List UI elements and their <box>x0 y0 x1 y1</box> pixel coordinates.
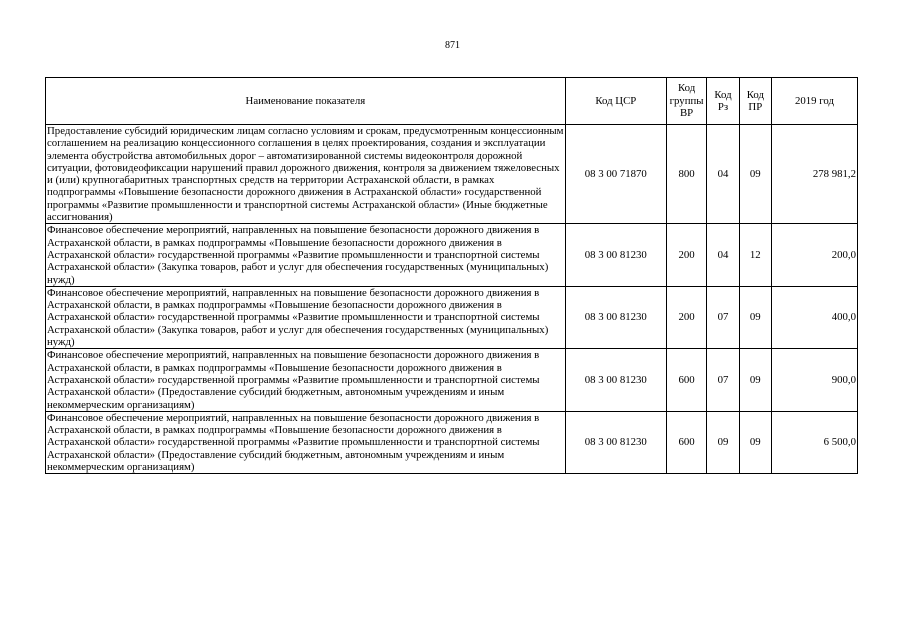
row-indicator-name: Финансовое обеспечение мероприятий, направленных на повышение безопасности дорожного движения в Астраханской области, в рамках подпрограммы «Повышение безопасности дорожного движения в Астраханской области» государственной программы «Развитие промышленности и транспортной системы Астраханской области» (Закупка товаров, работ и услуг для обеспечения государственных (муниципальных) нужд) <box>46 286 566 348</box>
row-amount: 6 500,0 <box>771 411 857 473</box>
row-rz-code: 07 <box>707 349 739 411</box>
row-indicator-name: Финансовое обеспечение мероприятий, направленных на повышение безопасности дорожного движения в Астраханской области, в рамках подпрограммы «Повышение безопасности дорожного движения в Астраханской области» государственной программы «Развитие промышленности и транспортной системы Астраханской области» (Предоставление субсидий бюджетным, автономным учреждениям и иным некоммерческим организациям) <box>46 349 566 411</box>
row-rz-code: 07 <box>707 286 739 348</box>
table-row <box>46 411 858 473</box>
page-number: 871 <box>445 40 460 51</box>
row-vr-code: 200 <box>666 224 706 286</box>
row-rz-code: 09 <box>707 411 739 473</box>
row-csr-code: 08 3 00 71870 <box>565 125 666 224</box>
header-indicator-name: Наименование показателя <box>46 78 566 125</box>
table-row <box>46 286 858 348</box>
row-amount: 900,0 <box>771 349 857 411</box>
table-row <box>46 125 858 224</box>
row-rz-code: 04 <box>707 125 739 224</box>
row-pr-code: 09 <box>739 125 771 224</box>
header-year-2019: 2019 год <box>771 78 857 125</box>
row-vr-code: 600 <box>666 349 706 411</box>
header-vr-group-code: Код группы ВР <box>666 78 706 125</box>
row-csr-code: 08 3 00 81230 <box>565 411 666 473</box>
row-amount: 200,0 <box>771 224 857 286</box>
row-amount: 400,0 <box>771 286 857 348</box>
table-row <box>46 224 858 286</box>
row-csr-code: 08 3 00 81230 <box>565 286 666 348</box>
row-indicator-name: Финансовое обеспечение мероприятий, направленных на повышение безопасности дорожного движения в Астраханской области, в рамках подпрограммы «Повышение безопасности дорожного движения в Астраханской области» государственной программы «Развитие промышленности и транспортной системы Астраханской области» (Закупка товаров, работ и услуг для обеспечения государственных (муниципальных) нужд) <box>46 224 566 286</box>
row-pr-code: 09 <box>739 349 771 411</box>
row-rz-code: 04 <box>707 224 739 286</box>
row-csr-code: 08 3 00 81230 <box>565 349 666 411</box>
budget-table <box>45 77 858 474</box>
row-pr-code: 09 <box>739 286 771 348</box>
table-row <box>46 349 858 411</box>
row-pr-code: 09 <box>739 411 771 473</box>
row-vr-code: 800 <box>666 125 706 224</box>
row-csr-code: 08 3 00 81230 <box>565 224 666 286</box>
header-rz-code: Код Рз <box>707 78 739 125</box>
row-vr-code: 600 <box>666 411 706 473</box>
row-indicator-name: Предоставление субсидий юридическим лицам согласно условиям и срокам, предусмотренным концессионным соглашением на реализацию концессионного соглашения в целях проектирования, создания и эксплуатации элемента обустройства автомобильных дорог – автоматизированной системы видеоконтроля дорожной ситуации, фотовидеофиксации нарушений правил дорожного движения, контроля за движением тяжеловесных и (или) крупногабаритных транспортных средств на территории Астраханской области, в рамках подпрограммы «Повышение безопасности дорожного движения в Астраханской области» государственной программы «Развитие промышленности и транспортной системы Астраханской области» (Иные бюджетные ассигнования) <box>47 125 564 224</box>
row-amount: 278 981,2 <box>771 125 857 224</box>
header-csr-code: Код ЦСР <box>565 78 666 125</box>
header-pr-code: Код ПР <box>739 78 771 125</box>
row-vr-code: 200 <box>666 286 706 348</box>
table-header-row <box>46 78 858 125</box>
row-indicator-name: Финансовое обеспечение мероприятий, направленных на повышение безопасности дорожного движения в Астраханской области, в рамках подпрограммы «Повышение безопасности дорожного движения в Астраханской области» государственной программы «Развитие промышленности и транспортной системы Астраханской области» (Предоставление субсидий бюджетным, автономным учреждениям и иным некоммерческим организациям) <box>46 411 566 473</box>
row-pr-code: 12 <box>739 224 771 286</box>
